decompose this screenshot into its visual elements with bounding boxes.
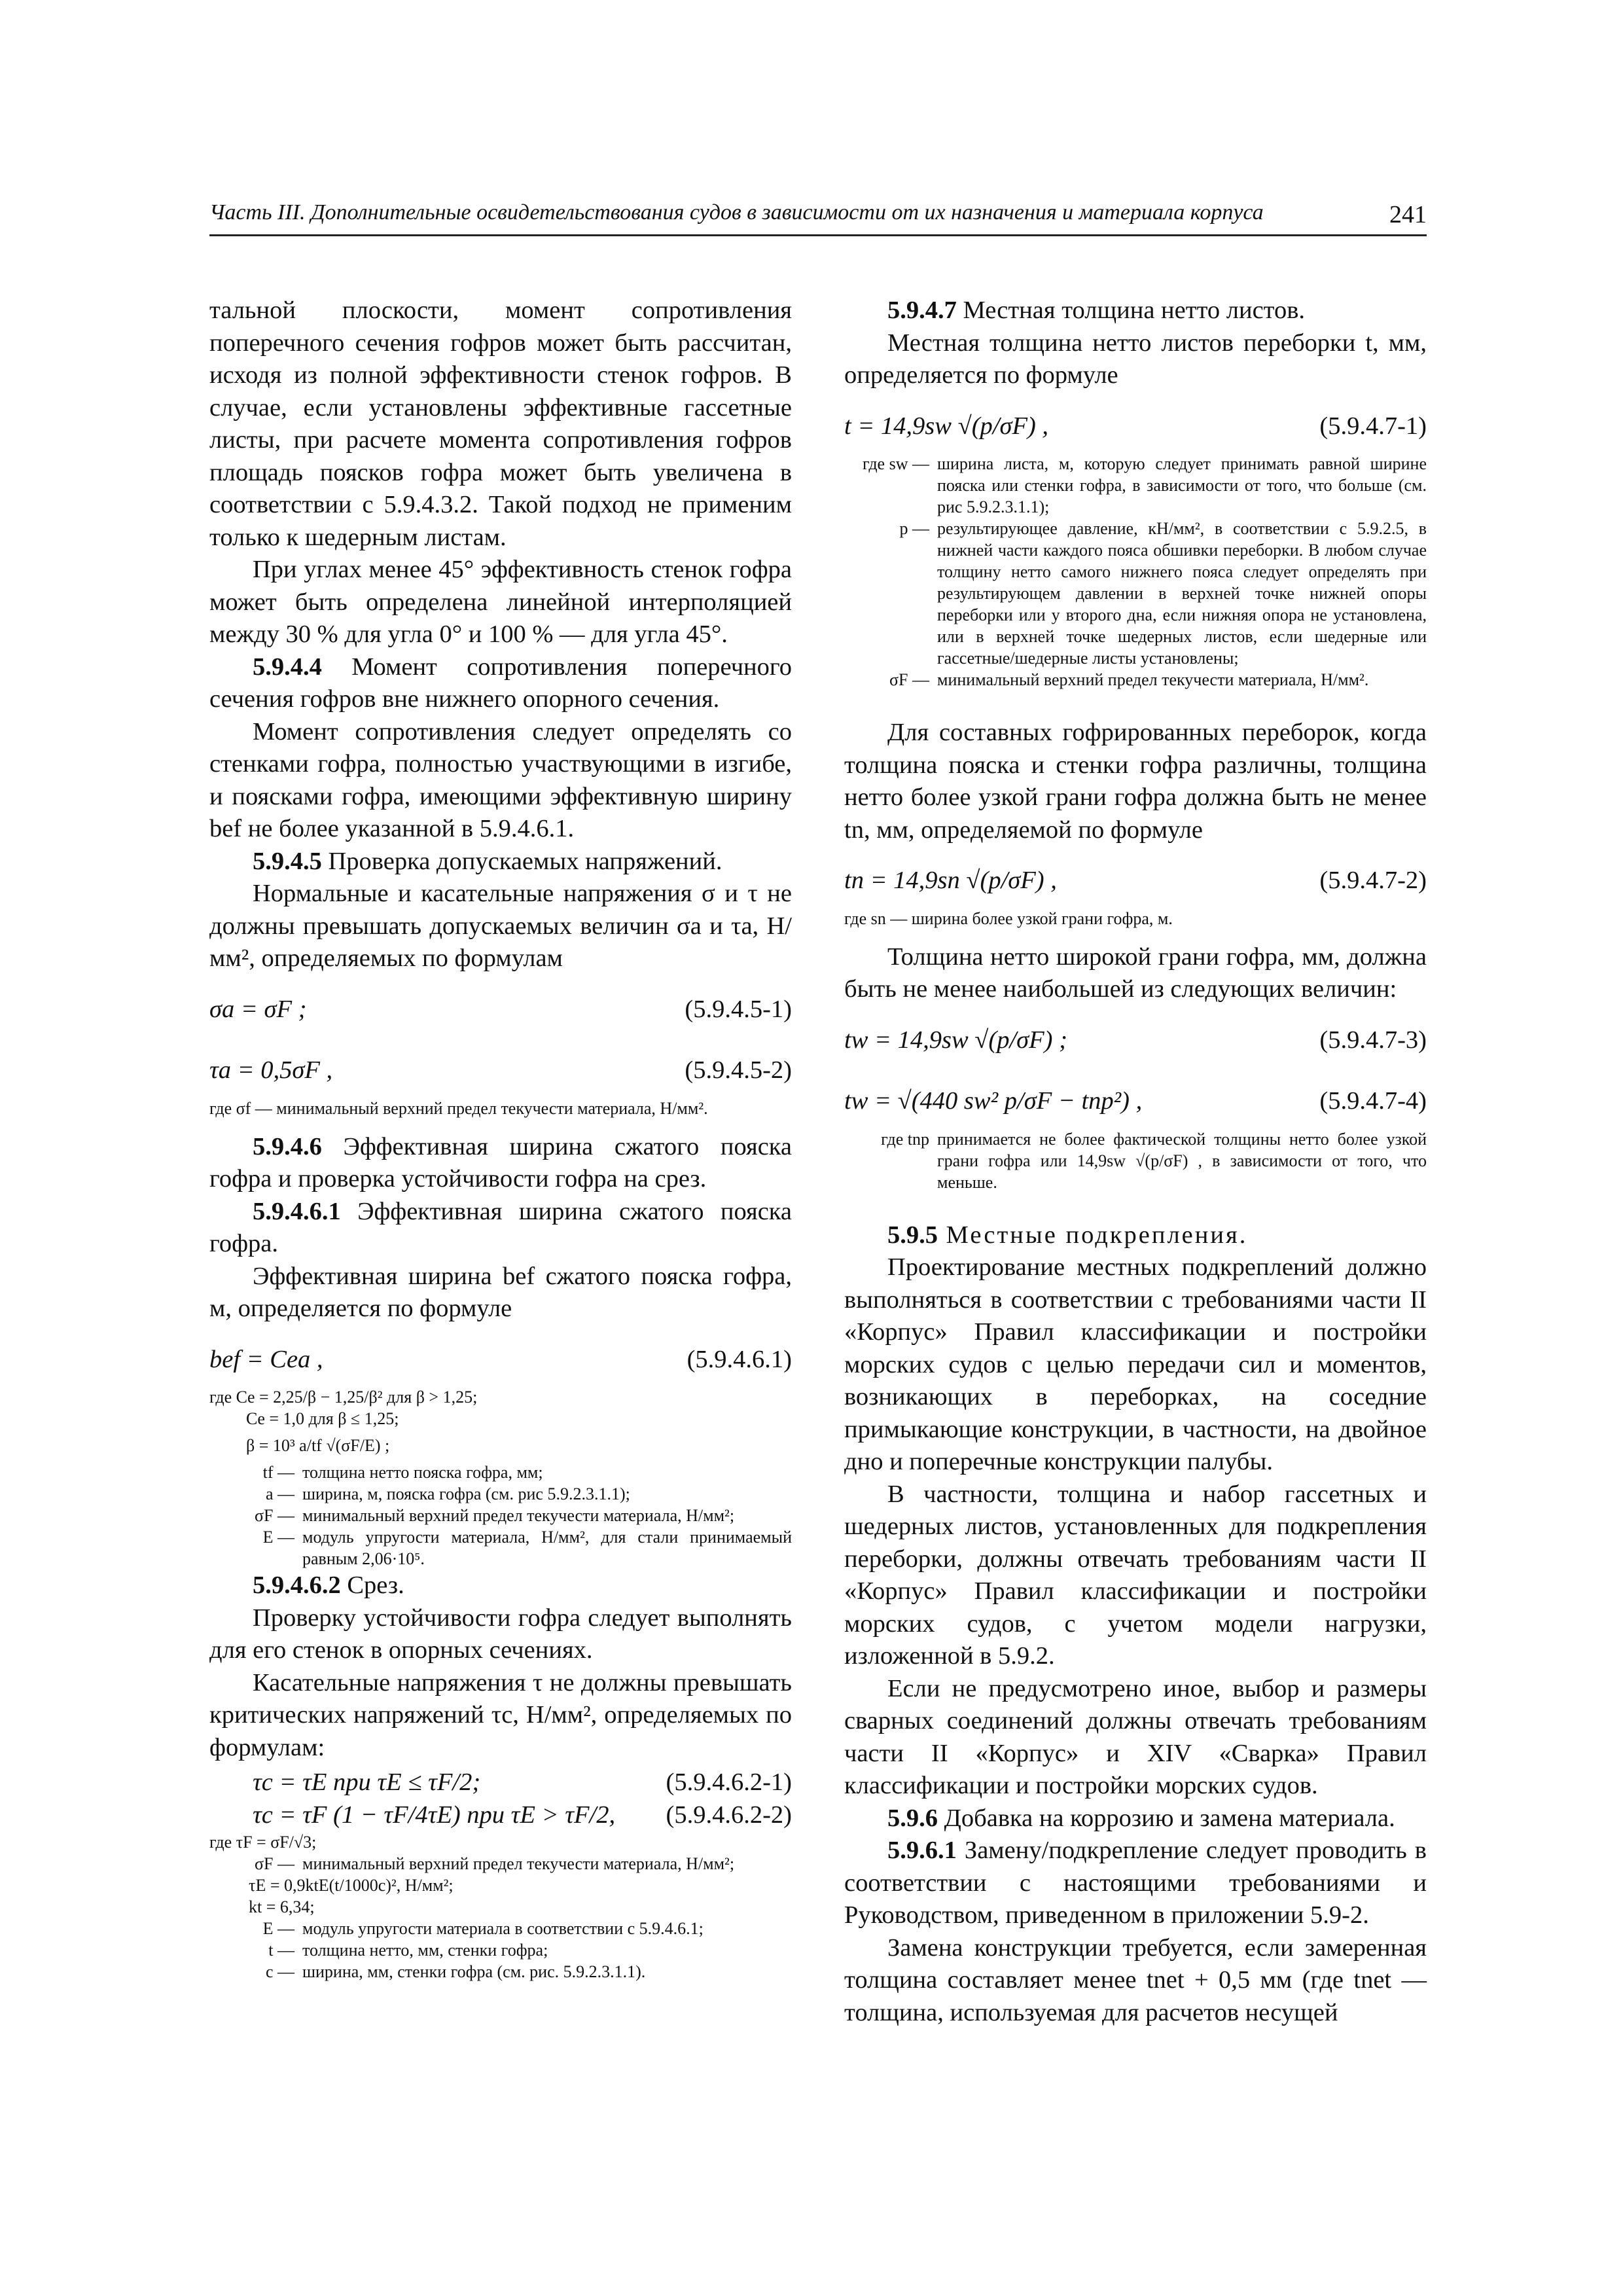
where-item	[209, 1505, 792, 1526]
where-symbol: σF —	[255, 1506, 294, 1525]
section-title: Эффективная ширина сжатого пояска гофра.	[209, 1197, 792, 1257]
paragraph: Толщина нетто широкой грани гофра, мм, должна быть не менее наибольшей из следующих величин:	[844, 942, 1427, 1003]
where-text: ширина листа, м, которую следует принимать равной ширине пояска или стенки гофра, в зависимости от того, что больше (см. рис 5.9.2.3.1.1);	[937, 454, 1427, 516]
where-text: толщина нетто, мм, стенки гофра;	[302, 1941, 548, 1960]
where-symbol: tf —	[262, 1463, 294, 1482]
where-symbol: где sw —	[862, 454, 929, 473]
section-number: 5.9.6	[887, 1804, 938, 1832]
where-symbol: где tnp	[881, 1129, 929, 1149]
page-number: 241	[1389, 201, 1427, 228]
paragraph: Нормальные и касательные напряжения σ и τ не должны превышать допускаемых величин σa и τa, Н/мм², определяемых по формулам	[209, 880, 792, 972]
formula-body: σa = σF ;	[209, 995, 307, 1023]
where-text: модуль упругости материала в соответствии с 5.9.4.6.1;	[302, 1919, 704, 1938]
formula-number: (5.9.4.6.1)	[687, 1345, 792, 1373]
running-header	[209, 196, 1427, 236]
where-item	[844, 1128, 1427, 1193]
where-text: модуль упругости материала, Н/мм², для стали принимаемый равным 2,06·10⁵.	[302, 1528, 792, 1568]
section-heading	[209, 651, 792, 716]
where-symbol: t —	[268, 1941, 294, 1960]
where-clause: где sn — ширина более узкой грани гофра, м.	[844, 908, 1173, 928]
section-title: Момент сопротивления поперечного сечения гофров вне нижнего опорного сечения.	[209, 653, 792, 713]
where-text: минимальный верхний предел текучести материала, Н/мм²;	[302, 1506, 735, 1525]
where-item	[209, 1483, 792, 1505]
where-item	[209, 1853, 792, 1874]
formula-number: (5.9.4.5-2)	[685, 1056, 792, 1084]
section-title: Эффективная ширина сжатого пояска гофра и проверка устойчивости гофра на срез.	[209, 1132, 792, 1193]
where-item	[844, 669, 1427, 691]
formula-body: τc = τE при τE ≤ τF/2;	[253, 1768, 481, 1796]
where-text: принимается не более фактической толщины нетто более узкой грани гофра или 14,9sw √(p/σF) , в зависимости от того, что меньше.	[937, 1129, 1427, 1192]
formula	[253, 1799, 792, 1832]
header-title: Часть III. Дополнительные освидетельствования судов в зависимости от их назначения и материала корпуса	[209, 200, 1264, 224]
section-heading	[209, 846, 792, 878]
formula-number: (5.9.4.7-2)	[1319, 867, 1427, 894]
section-heading	[844, 295, 1427, 327]
formula-body: tw = √(440 sw² p/σF − tnp²) ,	[844, 1087, 1143, 1115]
where-clause: β = 10³ a/tf √(σF/E) ;	[246, 1436, 390, 1455]
section-number: 5.9.4.7	[887, 296, 957, 324]
section-title: Проверка допускаемых напряжений.	[321, 847, 722, 875]
where-text: ширина, мм, стенки гофра (см. рис. 5.9.2.3.1.1).	[302, 1962, 646, 1981]
right-column	[844, 295, 1427, 2029]
where-item	[209, 1961, 792, 1982]
paragraph: тальной плоскости, момент сопротивления поперечного сечения гофров может быть рассчитан, исходя из полной эффективности стенок гофров. В случае, если установлены эффективные гассетные листы, при расчете момента сопротивления гофров площадь поясков гофра может быть увеличена в соответствии с 5.9.4.3.2. Такой подход не применим только к шедерным листам.	[209, 296, 792, 551]
section-number: 5.9.6.1	[887, 1837, 957, 1864]
where-item	[209, 1939, 792, 1961]
section-title: Замену/подкрепление следует проводить в соответствии с настоящими требованиями и Руководством, приведенном в приложении 5.9-2.	[844, 1837, 1427, 1929]
where-symbol: a —	[265, 1484, 294, 1503]
formula	[844, 1085, 1427, 1118]
where-symbol: E —	[262, 1528, 294, 1547]
where-clause: kt = 6,34;	[249, 1897, 315, 1916]
where-item	[209, 1462, 792, 1483]
formula	[253, 1767, 792, 1799]
formula-body: bef = Cea ,	[209, 1345, 323, 1373]
formula	[209, 1344, 792, 1376]
where-symbol: E —	[262, 1919, 294, 1938]
formula-body: τa = 0,5σF ,	[209, 1056, 333, 1084]
paragraph: Момент сопротивления следует определять со стенками гофра, полностью участвующими в изгибе, и поясками гофра, имеющими эффективную ширину bef не более указанной в 5.9.4.6.1.	[209, 717, 792, 842]
where-clause: τE = 0,9ktE(t/1000c)², Н/мм²;	[249, 1876, 454, 1895]
section-heading	[209, 1131, 792, 1196]
where-text: ширина, м, пояска гофра (см. рис 5.9.2.3.1.1);	[302, 1484, 630, 1503]
where-clause: Ce = 1,0 для β ≤ 1,25;	[246, 1409, 399, 1428]
where-item	[209, 1526, 792, 1570]
section-title: Добавка на коррозию и замена материала.	[938, 1804, 1395, 1832]
paragraph: Проектирование местных подкреплений должно выполняться в соответствии с требованиями части II «Корпус» Правил классификации и постройки морских судов с целью передачи сил и моментов, возникающих в переборках, на соседние примыкающие конструкции, в частности, на двойное дно и поперечные конструкции палубы.	[844, 1253, 1427, 1475]
where-clause: где σf — минимальный верхний предел текучести материала, Н/мм².	[209, 1098, 708, 1118]
formula	[844, 410, 1427, 443]
where-text: толщина нетто пояска гофра, мм;	[302, 1463, 543, 1482]
left-column	[209, 295, 792, 1982]
where-item	[209, 1918, 792, 1939]
where-clause: где τF = σF/√3;	[209, 1833, 317, 1852]
formula	[209, 994, 792, 1026]
paragraph: Проверку устойчивости гофра следует выполнять для его стенок в опорных сечениях.	[209, 1604, 792, 1664]
paragraph: Касательные напряжения τ не должны превышать критических напряжений τc, Н/мм², определяемых по формулам:	[209, 1668, 792, 1761]
section-number: 5.9.5	[887, 1221, 938, 1249]
where-clause: где Ce = 2,25/β − 1,25/β² для β > 1,25;	[209, 1388, 478, 1407]
formula-body: τc = τF (1 − τF/4τE) при τE > τF/2,	[253, 1801, 616, 1829]
formula-number: (5.9.4.7-1)	[1319, 412, 1427, 440]
formula-body: tn = 14,9sn √(p/σF) ,	[844, 867, 1057, 894]
where-text: результирующее давление, кН/мм², в соответствии с 5.9.2.5, в нижней части каждого пояса обшивки переборки. В любом случае толщину нетто самого нижнего пояса следует определять при результирующем давлении в верхней точке нижней опоры переборки или у второго дна, если нижняя опора не установлена, или в верхней точке шедерных листов, если шедерные или гассетные/шедерные листы установлены;	[937, 519, 1427, 668]
formula-number: (5.9.4.7-4)	[1319, 1087, 1427, 1115]
section-heading	[844, 1835, 1427, 1932]
where-symbol: c —	[265, 1962, 294, 1981]
paragraph: Эффективная ширина bef сжатого пояска гофра, м, определяется по формуле	[209, 1262, 792, 1322]
section-heading	[209, 1196, 792, 1261]
section-title: Местная толщина нетто листов.	[956, 296, 1306, 324]
section-heading	[844, 1219, 1427, 1252]
paragraph: Для составных гофрированных переборок, когда толщина пояска и стенки гофра различны, толщина нетто более узкой грани гофра должна быть не менее tn, мм, определяемой по формуле	[844, 719, 1427, 844]
section-title: Срез.	[340, 1571, 404, 1599]
formula	[844, 865, 1427, 897]
section-title: Местные подкрепления.	[938, 1221, 1248, 1249]
where-item	[844, 453, 1427, 518]
formula-number: (5.9.4.6.2-1)	[666, 1768, 792, 1796]
paragraph: Если не предусмотрено иное, выбор и размеры сварных соединений должны отвечать требованиям части II «Корпус» и XIV «Сварка» Правил классификации и постройки морских судов.	[844, 1674, 1427, 1799]
where-text: минимальный верхний предел текучести материала, Н/мм².	[937, 670, 1369, 689]
paragraph: Замена конструкции требуется, если замеренная толщина составляет менее tnet + 0,5 мм (где tnet — толщина, используемая для расчетов несущей	[844, 1933, 1427, 2026]
formula-number: (5.9.4.7-3)	[1319, 1026, 1427, 1054]
section-heading	[209, 1570, 792, 1602]
section-number: 5.9.4.6.1	[253, 1197, 341, 1225]
where-symbol: σF —	[255, 1854, 294, 1873]
paragraph: При углах менее 45° эффективность стенок гофра может быть определена линейной интерполяцией между 30 % для угла 0° и 100 % — для угла 45°.	[209, 556, 792, 648]
formula-body: tw = 14,9sw √(p/σF) ;	[844, 1026, 1067, 1054]
formula	[209, 1054, 792, 1087]
section-heading	[844, 1803, 1427, 1835]
formula-body: t = 14,9sw √(p/σF) ,	[844, 412, 1049, 440]
formula	[844, 1024, 1427, 1057]
formula-number: (5.9.4.5-1)	[685, 995, 792, 1023]
section-number: 5.9.4.4	[253, 653, 322, 681]
paragraph: Местная толщина нетто листов переборки t, мм, определяется по формуле	[844, 329, 1427, 389]
where-item	[844, 518, 1427, 669]
section-number: 5.9.4.6	[253, 1132, 322, 1160]
where-symbol: p —	[899, 519, 929, 538]
where-symbol: σF —	[889, 670, 929, 689]
formula-number: (5.9.4.6.2-2)	[666, 1801, 792, 1829]
where-text: минимальный верхний предел текучести материала, Н/мм²;	[302, 1854, 735, 1873]
paragraph: В частности, толщина и набор гассетных и шедерных листов, установленных для подкрепления переборки, должны отвечать требованиям части II «Корпус» Правил классификации и постройки морских судов, с учетом модели нагрузки, изложенной в 5.9.2.	[844, 1480, 1427, 1670]
section-number: 5.9.4.5	[253, 847, 322, 875]
section-number: 5.9.4.6.2	[253, 1571, 341, 1599]
